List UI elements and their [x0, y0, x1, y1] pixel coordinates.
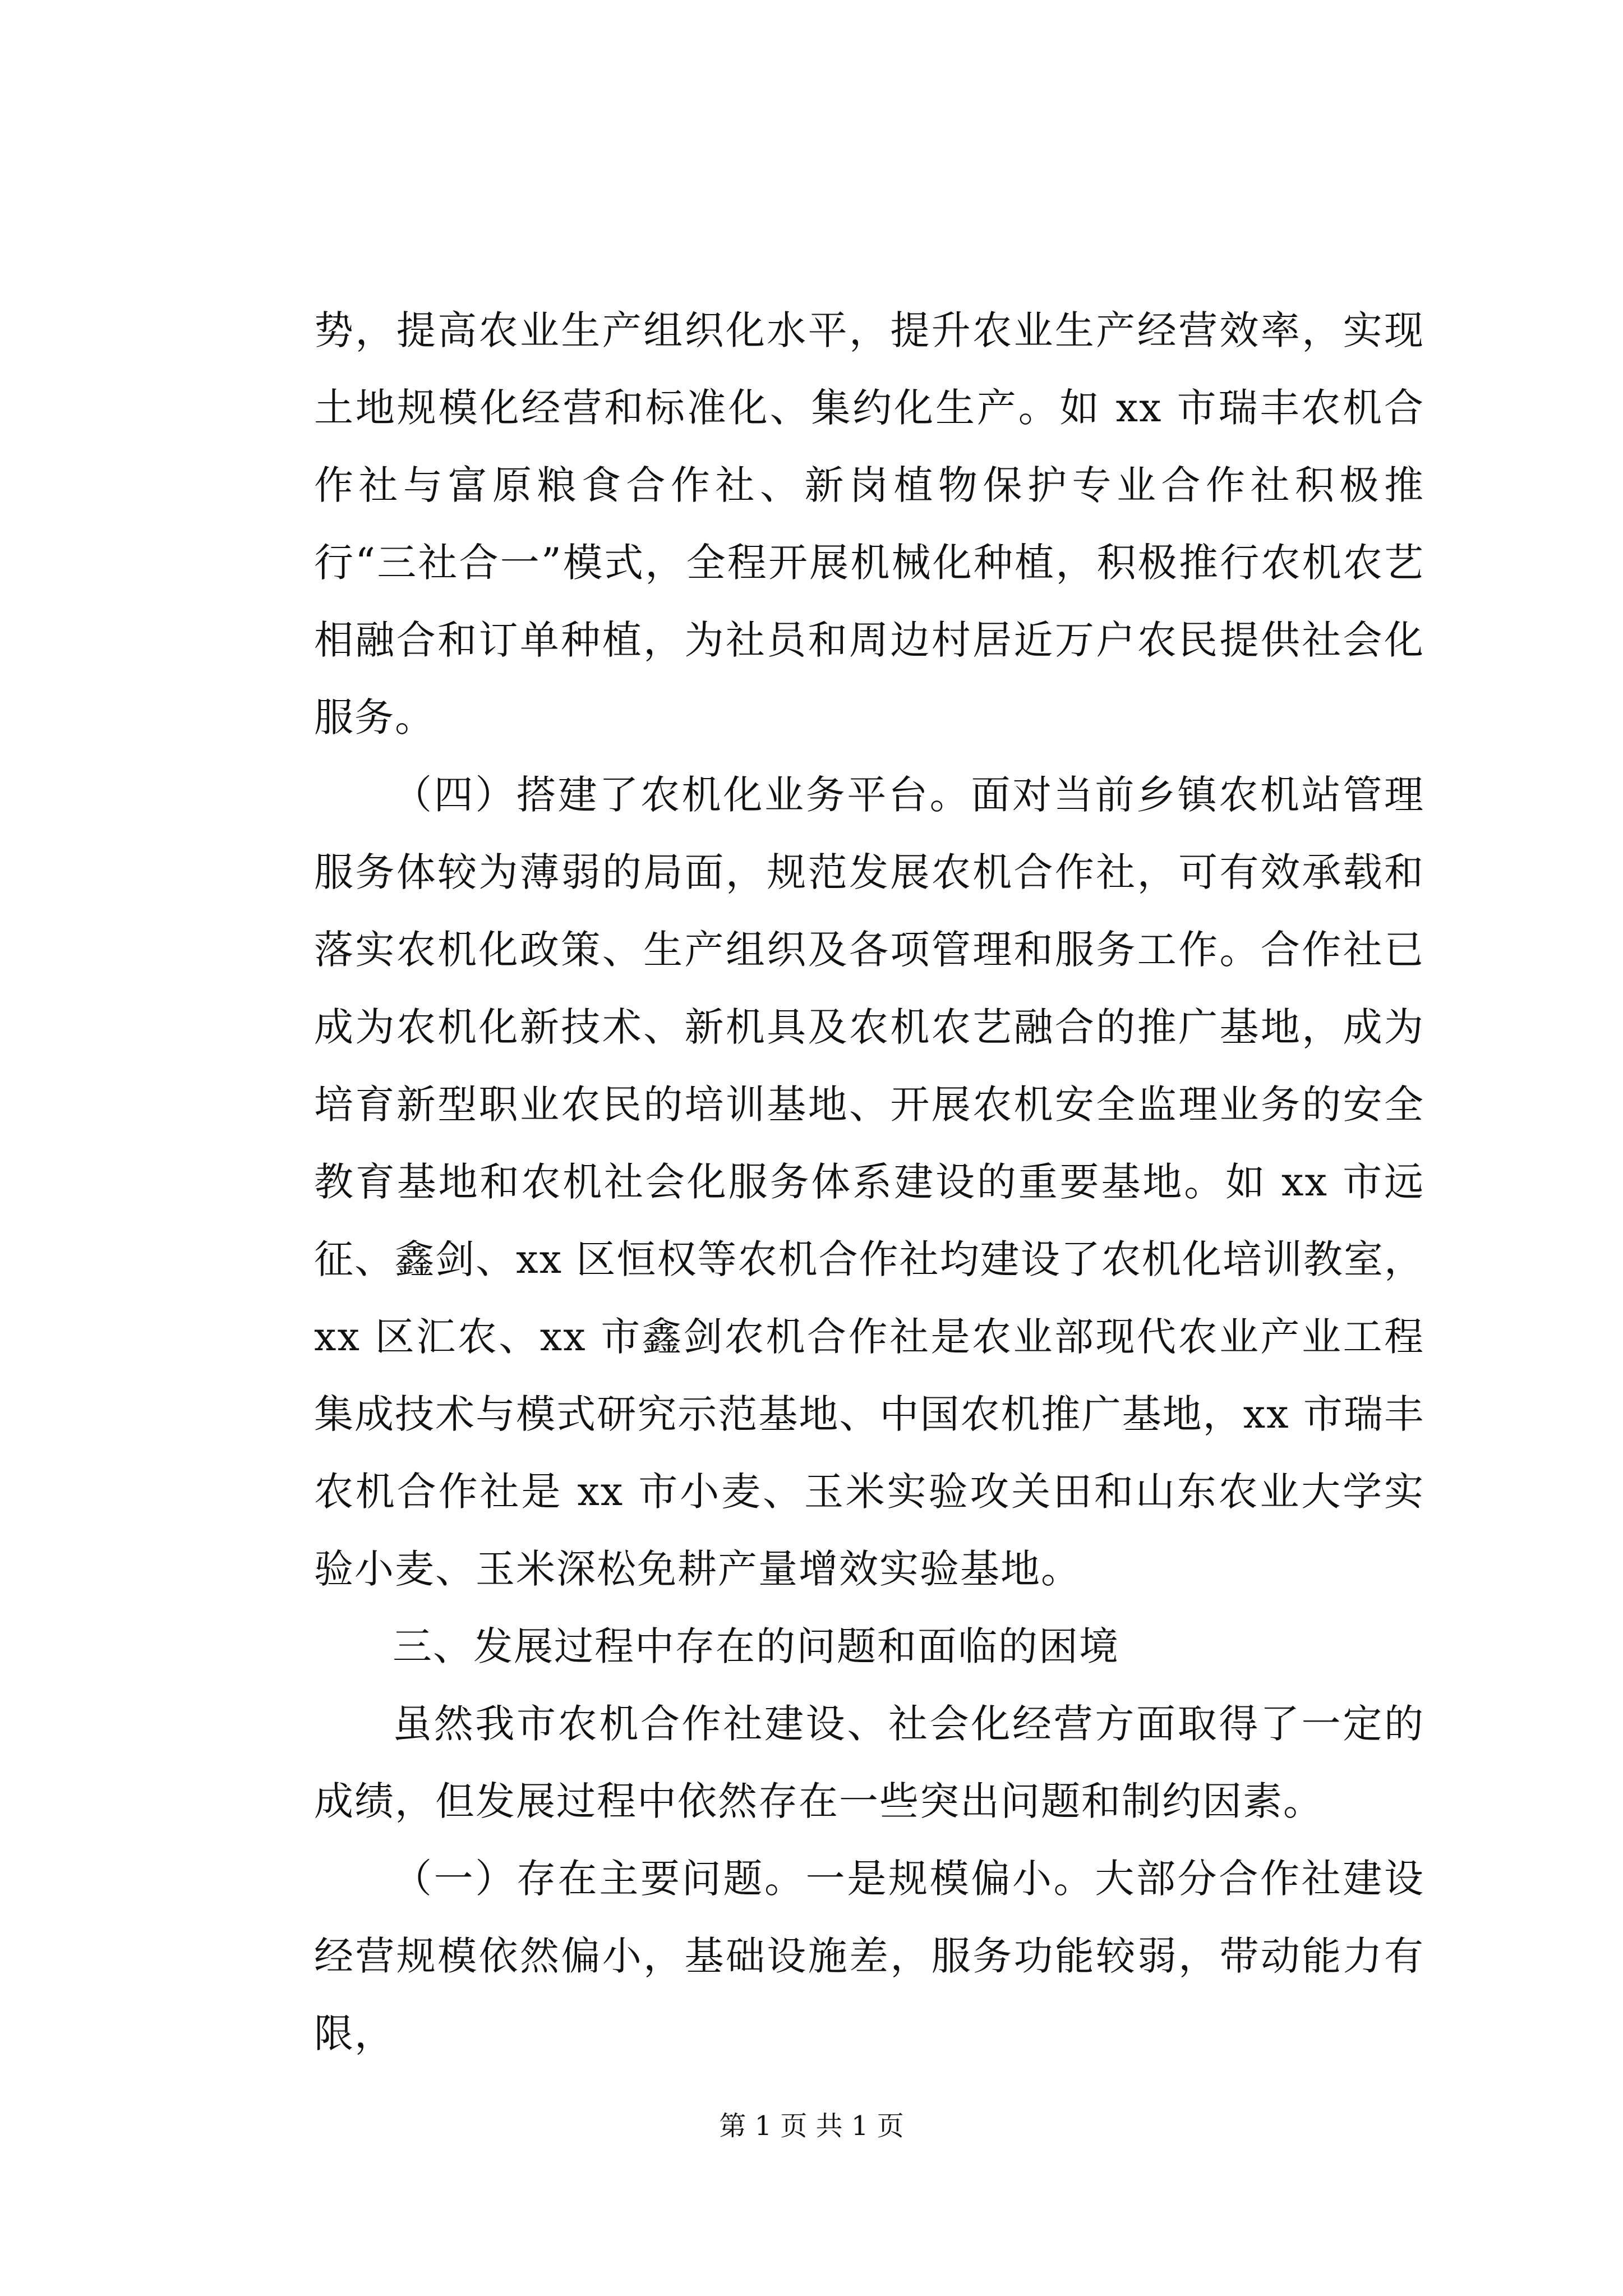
section-heading-three: 三、发展过程中存在的问题和面临的困境 — [393, 1623, 1119, 1669]
paragraph-main-problems: （一）存在主要问题。一是规模偏小。大部分合作社建设经营规模依然偏小，基础设施差，服务功能较弱，带动能力有限， — [314, 1856, 1424, 2056]
paragraph-section-four: （四）搭建了农机化业务平台。面对当前乡镇农机站管理服务体较为薄弱的局面，规范发展农机合作社，可有效承载和落实农机化政策、生产组织及各项管理和服务工作。合作社已成为农机化新技术、新机具及农机农艺融合的推广基地，成为培育新型职业农民的培训基地、开展农机安全监理业务的安全教育基地和农机社会化服务体系建设的重要基地。如 xx 市远征、鑫剑、xx 区恒权等农机合作社均建设了农机化培训教室，xx 区汇农、xx 市鑫剑农机合作社是农业部现代农业产业工程集成技术与模式研究示范基地、中国农机推广基地，xx 市瑞丰农机合作社是 xx 市小麦、玉米实验攻关田和山东农业大学实验小麦、玉米深松免耕产量增效实验基地。 — [314, 772, 1424, 1592]
page-footer: 第 1 页 共 1 页 — [719, 2110, 904, 2142]
paragraph-intro-problems: 虽然我市农机合作社建设、社会化经营方面取得了一定的成绩，但发展过程中依然存在一些突出问题和制约因素。 — [314, 1701, 1424, 1824]
paragraph-continuation: 势，提高农业生产组织化水平，提升农业生产经营效率，实现土地规模化经营和标准化、集约化生产。如 xx 市瑞丰农机合作社与富原粮食合作社、新岗植物保护专业合作社积极推行“三社合一”模式，全程开展机械化种植，积极推行农机农艺相融合和订单种植，为社员和周边村居近万户农民提供社会化服务。 — [314, 307, 1424, 740]
document-body — [314, 292, 1424, 2072]
